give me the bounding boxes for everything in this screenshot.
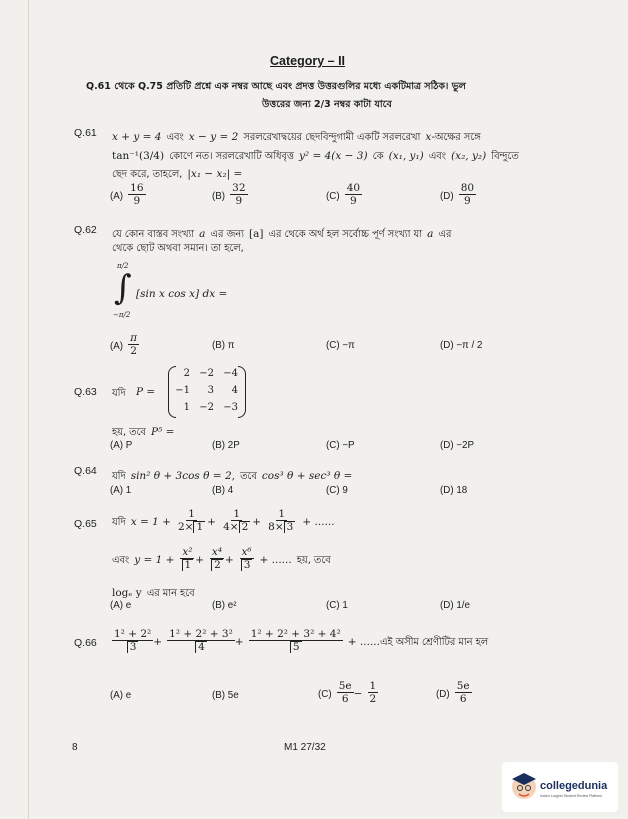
q65-option-a: (A) e	[110, 600, 132, 611]
q65-y-term-3	[239, 546, 255, 571]
q66-option-d	[436, 680, 472, 705]
q63-text-if: যদি	[112, 388, 126, 399]
graduate-icon	[510, 771, 538, 803]
q61-text-1: সরলরেখাদ্বয়ের ছেদবিন্দুগামী একটি সরলরেখা	[243, 132, 421, 143]
q62-upper-limit: π/2	[117, 262, 129, 270]
q66-option-c-frac-1	[337, 680, 354, 705]
q65-y-term-1-fact: 1	[182, 559, 194, 571]
q62-text-1: যে কোন বাস্তব সংখ্যা	[112, 229, 195, 240]
q66-term-1-num: 1² + 2²	[114, 628, 152, 640]
q65-x-term-1-coef: 2×	[178, 521, 194, 533]
q65-text-value: এর মান হবে	[146, 588, 195, 599]
q61-number: Q.61	[74, 127, 97, 139]
q66-term-2	[167, 628, 235, 653]
q65-y-term-1	[180, 546, 196, 571]
q64-option-b: (B) 4	[212, 485, 234, 496]
q64-text-if: যদি	[112, 471, 126, 482]
q61-option-b-den: 9	[235, 195, 243, 207]
page-number-left: 8	[72, 742, 78, 753]
q62-option-a	[110, 332, 139, 357]
q61-text-2: কোণে নত। সরলরেখাটি অধিবৃত্ত	[169, 151, 294, 162]
q64-option-a: (A) 1	[110, 485, 132, 496]
q65-y-term-2-fact: 2	[211, 559, 223, 571]
q61-word-and: এবং	[166, 132, 184, 143]
matrix-cell: −2	[199, 402, 214, 413]
q61-parabola: y² = 4(x − 3)	[299, 150, 368, 162]
q65-x-tail: + ......	[302, 516, 335, 528]
q66-text: এই অসীম শ্রেণীটির মান হল	[379, 637, 489, 648]
brand-tagline: India's Largest Student Review Platform	[540, 794, 603, 798]
q66-term-2-den: 4	[195, 641, 207, 653]
q62-option-a-label: (A)	[110, 341, 124, 352]
q63-matrix	[168, 366, 246, 418]
q61-option-d	[440, 182, 476, 207]
q66-tail: + ......	[347, 636, 380, 648]
q63-p5: P⁵ =	[150, 426, 175, 438]
q66-option-c: (C) $\frac{5e}{6}$ − $\frac{1}{2}$	[318, 680, 377, 705]
q66-option-b: (B) 5e	[212, 690, 239, 701]
q61-option-d-frac	[459, 182, 476, 207]
q65-x-series: যদি x = 1 + $\frac{1}{2\times 1}$ + $\frac{1}{4\times 2}$ + $\frac{1}{8\times 3}$ + ......	[112, 508, 335, 533]
q62-a-2: a	[427, 228, 434, 240]
q66-option-c-den-2: 2	[369, 693, 377, 705]
q61-xvar: x	[425, 131, 432, 143]
q62-option-d: (D) −π / 2	[440, 340, 483, 351]
q61-point-2: (x₂, y₂)	[451, 150, 487, 162]
q65-x-term-1-fact: 1	[193, 521, 205, 533]
matrix-cell: −3	[223, 402, 238, 413]
q65-x-eq: x = 1 +	[130, 516, 171, 528]
q62-option-a-frac	[128, 332, 139, 357]
instruction-line-1: Q.61 থেকে Q.75 প্রতিটি প্রশ্নে এক নম্বর আছে এবং প্রদত্ত উত্তরগুলির মধ্যে একটিমাত্র সঠিক। ভুল	[86, 81, 466, 92]
q66-number: Q.66	[74, 637, 97, 649]
q61-text-2c: বিন্দুতে	[491, 151, 519, 162]
q62-text-1d: এর	[438, 229, 452, 240]
q66-option-c-frac-2	[368, 680, 379, 705]
q61-option-d-num: 80	[460, 182, 475, 194]
q61-text-2b: কে	[372, 151, 384, 162]
q65-y-series: এবং y = 1 + $\frac{\text{x²}}{1}$ + $\frac{\text{x⁴}}{2}$ + $\frac{\text{x⁶}}{3}$ + ...... হয়, তবে	[112, 546, 331, 571]
q65-y-term-3-num: x⁶	[241, 546, 252, 558]
q65-option-c: (C) 1	[326, 600, 348, 611]
q61-option-a-frac	[128, 182, 145, 207]
q63-p-equals: P =	[136, 386, 156, 398]
q66-term-2-num: 1² + 2² + 3²	[169, 628, 233, 640]
q66-option-a: (A) e	[110, 690, 132, 701]
category-title: Category – II	[270, 54, 346, 68]
q65-option-d: (D) 1/e	[440, 600, 470, 611]
instruction-line-2: উত্তরের জন্য 2/3 নম্বর কাটা যাবে	[262, 99, 392, 110]
q66-term-3-num: 1² + 2² + 3² + 4²	[250, 628, 341, 640]
q61-option-d-label: (D)	[440, 191, 454, 202]
q66-term-1	[112, 628, 153, 653]
q65-x-term-3-coef: 8×	[268, 521, 284, 533]
q63-line-2	[112, 420, 174, 442]
matrix-cell: −2	[199, 368, 214, 379]
q65-number: Q.65	[74, 518, 97, 530]
q61-option-c-den: 9	[350, 195, 357, 207]
page-number-center: M1 27/32	[284, 742, 326, 753]
q62-text-1b: এর জন্য	[210, 229, 244, 240]
q61-option-a-den: 9	[133, 195, 141, 207]
q65-x-term-3-num: 1	[278, 508, 286, 520]
q61-text-1b: -অক্ষের সঙ্গে	[431, 132, 481, 143]
q65-x-term-3-fact: 3	[284, 521, 296, 533]
q66-option-d-den: 6	[459, 693, 467, 705]
q66-term-1-den: 3	[127, 641, 139, 653]
q63-option-b: (B) 2P	[212, 440, 240, 451]
q62-integrand: [sin x cos x] dx =	[136, 288, 228, 300]
q61-option-a-label: (A)	[110, 191, 124, 202]
q64-option-d: (D) 18	[440, 485, 468, 496]
matrix-cell: 4	[231, 385, 238, 396]
q65-y-term-3-fact: 3	[241, 559, 253, 571]
q63-text-2: হয়, তবে	[112, 427, 146, 438]
q65-text-and: এবং	[112, 555, 130, 566]
q66-option-c-label: (C)	[318, 689, 332, 700]
q63-option-c: (C) −P	[326, 440, 355, 451]
q64-equation: sin² θ + 3cos θ = 2,	[130, 470, 235, 482]
q64-option-c: (C) 9	[326, 485, 348, 496]
q66-term-3-den: 5	[290, 641, 302, 653]
q61-option-c-label: (C)	[326, 191, 340, 202]
matrix-right-bracket	[238, 366, 246, 418]
q64-text-then: তবে	[240, 471, 257, 482]
q66-option-c-num-1: 5e	[338, 680, 352, 692]
q65-x-term-2	[221, 508, 252, 533]
matrix-cell: 1	[183, 402, 190, 413]
q61-text-3: ছেদ করে, তাহলে,	[112, 169, 183, 180]
q61-option-b-frac	[230, 182, 247, 207]
q62-floor: [a]	[249, 228, 264, 240]
integral-sign: ∫	[114, 268, 132, 308]
q61-tan: tan⁻¹(3/4)	[112, 150, 165, 162]
q61-word-and-2: এবং	[428, 151, 446, 162]
q63-option-a: (A) P	[110, 440, 133, 451]
q65-x-term-2-fact: 2	[239, 521, 251, 533]
q61-abs: |x₁ − x₂| =	[187, 168, 243, 180]
matrix-cell: 2	[183, 368, 190, 379]
q61-option-a-num: 16	[130, 182, 144, 194]
q61-point-1: (x₁, y₁)	[388, 150, 424, 162]
q61-eq1: x + y = 4	[112, 131, 162, 143]
q65-log: logₑ y	[112, 587, 142, 599]
q61-option-c-frac	[345, 182, 362, 207]
matrix-cell: −4	[223, 368, 238, 379]
q65-y-term-1-num: x²	[182, 546, 193, 558]
q61-option-c-num: 40	[346, 182, 361, 194]
q65-text-then: হয়, তবে	[296, 555, 331, 566]
q61-option-d-den: 9	[464, 195, 471, 207]
q62-option-a-num: π	[130, 332, 138, 344]
q62-option-b: (B) π	[212, 340, 235, 351]
q66-term-3	[249, 628, 343, 653]
q65-text-if: যদি	[112, 517, 126, 528]
matrix-cell: 3	[207, 385, 214, 396]
q62-text-1c: এর থেকে অর্থ হল সর্বোচ্চ পূর্ণ সংখ্যা যা	[268, 229, 423, 240]
q61-option-b	[212, 182, 248, 207]
q66-option-d-num: 5e	[456, 680, 470, 692]
q62-a: a	[199, 228, 206, 240]
q65-x-term-3	[266, 508, 297, 533]
q62-option-a-den: 2	[130, 345, 137, 357]
q64-expression: cos³ θ + sec³ θ =	[261, 470, 353, 482]
q61-option-c	[326, 182, 362, 207]
q62-number: Q.62	[74, 224, 97, 236]
matrix-cell: −1	[175, 385, 190, 396]
q62-lower-limit: −π/2	[113, 311, 131, 319]
q65-option-b: (B) e²	[212, 600, 237, 611]
q62-text-2: থেকে ছোট অথবা সমান। তা হলে,	[112, 243, 244, 254]
q64-line-1	[112, 464, 352, 486]
q65-x-term-1-num: 1	[188, 508, 195, 520]
q65-x-term-2-num: 1	[233, 508, 240, 520]
q65-y-tail: + ......	[259, 554, 292, 566]
q66-option-c-num-2: 1	[369, 680, 377, 692]
q61-option-a	[110, 182, 146, 207]
q66-option-d-frac	[455, 680, 472, 705]
q61-eq2: x − y = 2	[188, 131, 239, 143]
q63-option-d: (D) −2P	[440, 440, 475, 451]
q62-option-c: (C) −π	[326, 340, 355, 351]
q66-option-d-label: (D)	[436, 689, 450, 700]
q63-number: Q.63	[74, 386, 97, 398]
q65-y-eq: y = 1 +	[134, 554, 175, 566]
q65-y-term-2	[209, 546, 225, 571]
q61-option-b-num: 32	[232, 182, 246, 194]
q61-option-b-label: (B)	[212, 191, 226, 202]
q61-line-3	[112, 162, 242, 184]
q65-x-term-2-coef: 4×	[223, 521, 239, 533]
q66-series: $\frac{\text{1² + 2²}}{3}$ + $\frac{\text{1² + 2² + 3²}}{4}$ + $\frac{\text{1² + 2² + 3² + 4²}}{5}$ + ......এই অসীম শ্রেণীটির মান হল	[114, 628, 489, 653]
q64-number: Q.64	[74, 465, 97, 477]
brand-name: collegedunia	[540, 780, 608, 792]
q65-x-term-1	[176, 508, 207, 533]
q65-y-term-2-num: x⁴	[211, 546, 223, 558]
collegedunia-logo	[502, 762, 618, 812]
q66-option-c-den-1: 6	[341, 693, 349, 705]
